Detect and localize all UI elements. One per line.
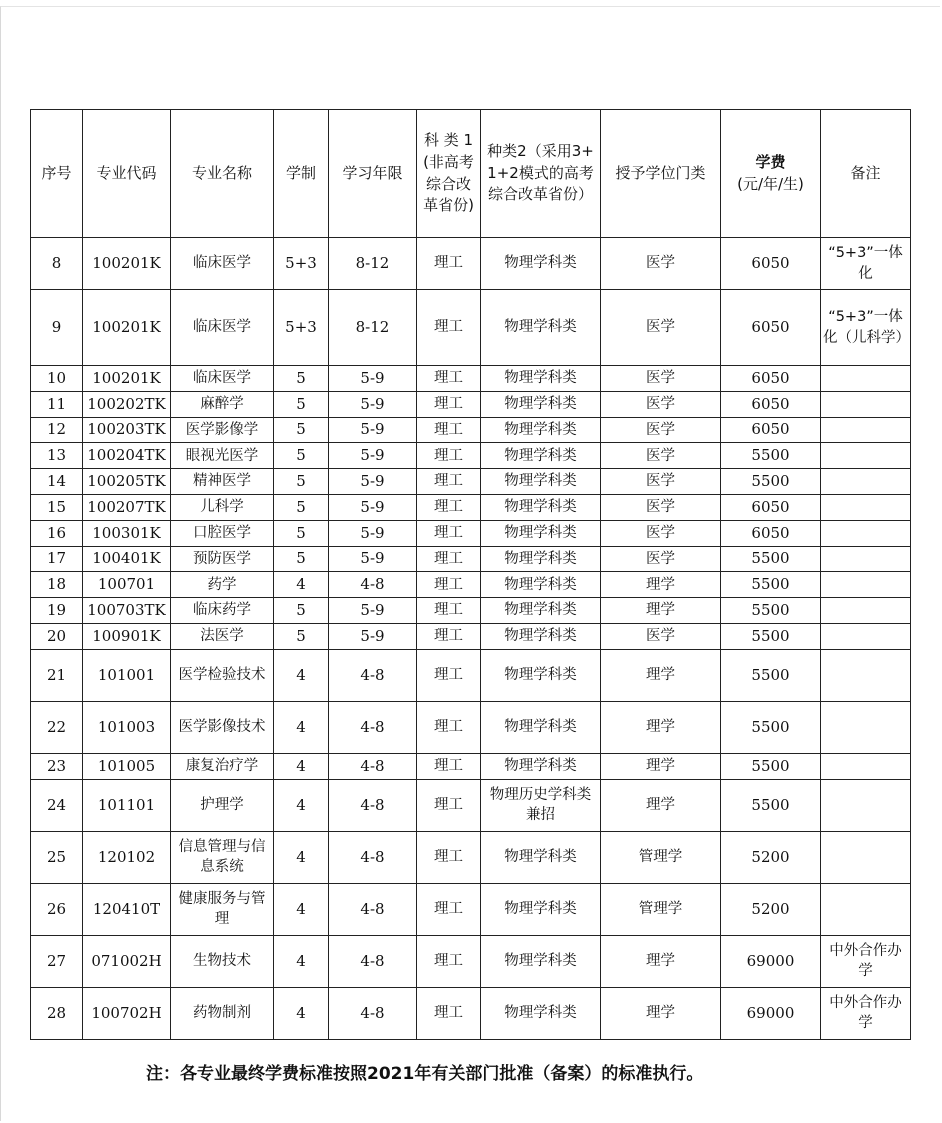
- cell-fee: 6050: [721, 238, 821, 290]
- cell-degree: 理学: [601, 935, 721, 987]
- cell-system: 4: [274, 753, 329, 779]
- table-row: [31, 572, 911, 598]
- table-row: [31, 546, 911, 572]
- tuition-table: [30, 109, 911, 1040]
- header-code: 专业代码: [83, 110, 171, 238]
- cell-degree: 医学: [601, 417, 721, 443]
- cell-remark: [821, 598, 911, 624]
- cell-code: 101005: [83, 753, 171, 779]
- cell-code: 100702H: [83, 987, 171, 1039]
- table-row: [31, 598, 911, 624]
- cell-seq: 9: [31, 290, 83, 366]
- cell-fee: 5500: [721, 623, 821, 649]
- cell-remark: [821, 443, 911, 469]
- cell-code: 120102: [83, 831, 171, 883]
- cell-code: 100207TK: [83, 494, 171, 520]
- cell-type2: 物理学科类: [481, 469, 601, 495]
- cell-name: 医学影像技术: [171, 701, 274, 753]
- cell-years: 5-9: [329, 494, 417, 520]
- cell-name: 临床医学: [171, 290, 274, 366]
- cell-type1: 理工: [417, 417, 481, 443]
- cell-years: 8-12: [329, 290, 417, 366]
- cell-code: 100201K: [83, 366, 171, 392]
- table-row: [31, 469, 911, 495]
- cell-remark: “5+3”一体化: [821, 238, 911, 290]
- cell-type1: 理工: [417, 366, 481, 392]
- cell-code: 100701: [83, 572, 171, 598]
- cell-type2: 物理学科类: [481, 391, 601, 417]
- cell-remark: [821, 469, 911, 495]
- table-row: [31, 290, 911, 366]
- cell-degree: 医学: [601, 443, 721, 469]
- cell-degree: 医学: [601, 623, 721, 649]
- cell-seq: 24: [31, 779, 83, 831]
- cell-degree: 理学: [601, 572, 721, 598]
- cell-name: 儿科学: [171, 494, 274, 520]
- cell-name: 药学: [171, 572, 274, 598]
- cell-years: 4-8: [329, 779, 417, 831]
- cell-degree: 管理学: [601, 883, 721, 935]
- cell-type2: 物理学科类: [481, 238, 601, 290]
- cell-name: 医学影像学: [171, 417, 274, 443]
- cell-system: 4: [274, 831, 329, 883]
- cell-fee: 5500: [721, 779, 821, 831]
- cell-degree: 理学: [601, 779, 721, 831]
- cell-years: 5-9: [329, 417, 417, 443]
- cell-years: 5-9: [329, 366, 417, 392]
- cell-code: 100202TK: [83, 391, 171, 417]
- cell-system: 4: [274, 572, 329, 598]
- cell-type2: 物理学科类: [481, 520, 601, 546]
- cell-degree: 医学: [601, 494, 721, 520]
- cell-system: 5: [274, 598, 329, 624]
- cell-years: 4-8: [329, 987, 417, 1039]
- cell-name: 临床医学: [171, 366, 274, 392]
- cell-seq: 15: [31, 494, 83, 520]
- cell-code: 101003: [83, 701, 171, 753]
- cell-type1: 理工: [417, 779, 481, 831]
- cell-seq: 23: [31, 753, 83, 779]
- cell-fee: 5500: [721, 469, 821, 495]
- cell-name: 临床医学: [171, 238, 274, 290]
- table-row: [31, 831, 911, 883]
- cell-degree: 医学: [601, 469, 721, 495]
- cell-system: 5: [274, 520, 329, 546]
- cell-type1: 理工: [417, 831, 481, 883]
- cell-code: 100203TK: [83, 417, 171, 443]
- cell-degree: 医学: [601, 520, 721, 546]
- cell-degree: 理学: [601, 701, 721, 753]
- cell-type2: 物理学科类: [481, 701, 601, 753]
- cell-system: 4: [274, 779, 329, 831]
- cell-name: 健康服务与管理: [171, 883, 274, 935]
- cell-seq: 11: [31, 391, 83, 417]
- cell-type1: 理工: [417, 935, 481, 987]
- cell-system: 4: [274, 883, 329, 935]
- header-fee: [721, 110, 821, 238]
- cell-remark: [821, 753, 911, 779]
- cell-system: 4: [274, 987, 329, 1039]
- cell-type1: 理工: [417, 443, 481, 469]
- table-row: [31, 701, 911, 753]
- cell-type1: 理工: [417, 494, 481, 520]
- header-fee-unit: (元/年/生): [737, 174, 804, 193]
- cell-years: 5-9: [329, 546, 417, 572]
- cell-name: 医学检验技术: [171, 649, 274, 701]
- cell-remark: [821, 417, 911, 443]
- cell-type1: 理工: [417, 391, 481, 417]
- cell-degree: 理学: [601, 753, 721, 779]
- cell-system: 5: [274, 623, 329, 649]
- cell-years: 5-9: [329, 469, 417, 495]
- header-type1: 科 类 1(非高考综合改革省份): [417, 110, 481, 238]
- cell-remark: [821, 520, 911, 546]
- cell-fee: 5500: [721, 753, 821, 779]
- cell-years: 4-8: [329, 572, 417, 598]
- cell-system: 5: [274, 443, 329, 469]
- table-row: [31, 935, 911, 987]
- cell-degree: 医学: [601, 366, 721, 392]
- cell-degree: 理学: [601, 987, 721, 1039]
- cell-degree: 医学: [601, 290, 721, 366]
- cell-name: 口腔医学: [171, 520, 274, 546]
- cell-type2: 物理学科类: [481, 649, 601, 701]
- cell-type2: 物理学科类: [481, 935, 601, 987]
- cell-code: 100201K: [83, 238, 171, 290]
- cell-fee: 5500: [721, 572, 821, 598]
- cell-remark: [821, 572, 911, 598]
- cell-code: 120410T: [83, 883, 171, 935]
- cell-type2: 物理学科类: [481, 883, 601, 935]
- cell-remark: [821, 649, 911, 701]
- table-row: [31, 443, 911, 469]
- cell-name: 康复治疗学: [171, 753, 274, 779]
- table-row: [31, 883, 911, 935]
- cell-system: 4: [274, 649, 329, 701]
- cell-type2: 物理学科类: [481, 546, 601, 572]
- cell-type1: 理工: [417, 649, 481, 701]
- cell-fee: 69000: [721, 935, 821, 987]
- cell-code: 100401K: [83, 546, 171, 572]
- table-row: [31, 987, 911, 1039]
- cell-years: 4-8: [329, 649, 417, 701]
- table-row: [31, 238, 911, 290]
- table-row: [31, 753, 911, 779]
- cell-type2: 物理学科类: [481, 623, 601, 649]
- cell-fee: 5500: [721, 443, 821, 469]
- cell-seq: 22: [31, 701, 83, 753]
- cell-system: 5: [274, 417, 329, 443]
- cell-fee: 5500: [721, 649, 821, 701]
- cell-system: 5+3: [274, 290, 329, 366]
- cell-fee: 5500: [721, 546, 821, 572]
- cell-years: 8-12: [329, 238, 417, 290]
- cell-degree: 管理学: [601, 831, 721, 883]
- cell-code: 100205TK: [83, 469, 171, 495]
- cell-remark: [821, 701, 911, 753]
- cell-system: 5: [274, 366, 329, 392]
- cell-remark: [821, 779, 911, 831]
- cell-fee: 6050: [721, 520, 821, 546]
- cell-seq: 26: [31, 883, 83, 935]
- cell-seq: 12: [31, 417, 83, 443]
- cell-seq: 16: [31, 520, 83, 546]
- table-row: [31, 649, 911, 701]
- cell-code: 100201K: [83, 290, 171, 366]
- header-system: 学制: [274, 110, 329, 238]
- cell-degree: 医学: [601, 546, 721, 572]
- cell-fee: 6050: [721, 494, 821, 520]
- cell-seq: 13: [31, 443, 83, 469]
- cell-name: 护理学: [171, 779, 274, 831]
- cell-type1: 理工: [417, 987, 481, 1039]
- cell-type1: 理工: [417, 572, 481, 598]
- cell-code: 100901K: [83, 623, 171, 649]
- cell-type1: 理工: [417, 623, 481, 649]
- cell-remark: [821, 366, 911, 392]
- cell-degree: 理学: [601, 649, 721, 701]
- cell-type2: 物理学科类: [481, 753, 601, 779]
- cell-fee: 6050: [721, 391, 821, 417]
- table-row: [31, 417, 911, 443]
- cell-type1: 理工: [417, 701, 481, 753]
- cell-type2: 物理学科类: [481, 598, 601, 624]
- cell-type1: 理工: [417, 238, 481, 290]
- cell-fee: 69000: [721, 987, 821, 1039]
- cell-degree: 理学: [601, 598, 721, 624]
- cell-code: 101001: [83, 649, 171, 701]
- cell-name: 药物制剂: [171, 987, 274, 1039]
- cell-seq: 19: [31, 598, 83, 624]
- cell-type2: 物理学科类: [481, 417, 601, 443]
- cell-fee: 5500: [721, 598, 821, 624]
- cell-seq: 17: [31, 546, 83, 572]
- cell-fee: 5500: [721, 701, 821, 753]
- cell-fee: 6050: [721, 290, 821, 366]
- cell-remark: “5+3”一体化（儿科学）: [821, 290, 911, 366]
- cell-system: 4: [274, 701, 329, 753]
- cell-system: 5: [274, 494, 329, 520]
- cell-seq: 14: [31, 469, 83, 495]
- cell-fee: 5200: [721, 883, 821, 935]
- cell-seq: 8: [31, 238, 83, 290]
- cell-fee: 6050: [721, 366, 821, 392]
- table-row: [31, 520, 911, 546]
- table-row: [31, 366, 911, 392]
- cell-type1: 理工: [417, 290, 481, 366]
- cell-seq: 21: [31, 649, 83, 701]
- cell-seq: 27: [31, 935, 83, 987]
- cell-type1: 理工: [417, 598, 481, 624]
- cell-type2: 物理学科类: [481, 443, 601, 469]
- cell-years: 4-8: [329, 701, 417, 753]
- cell-years: 5-9: [329, 443, 417, 469]
- cell-seq: 18: [31, 572, 83, 598]
- cell-seq: 28: [31, 987, 83, 1039]
- cell-system: 5: [274, 391, 329, 417]
- cell-type2: 物理学科类: [481, 290, 601, 366]
- cell-remark: [821, 883, 911, 935]
- cell-remark: [821, 546, 911, 572]
- cell-remark: [821, 831, 911, 883]
- cell-years: 4-8: [329, 831, 417, 883]
- cell-name: 精神医学: [171, 469, 274, 495]
- cell-type2: 物理学科类: [481, 831, 601, 883]
- cell-name: 信息管理与信息系统: [171, 831, 274, 883]
- cell-type2: 物理学科类: [481, 494, 601, 520]
- cell-type1: 理工: [417, 546, 481, 572]
- table-body: [31, 238, 911, 1040]
- cell-system: 5: [274, 546, 329, 572]
- cell-type1: 理工: [417, 883, 481, 935]
- cell-name: 法医学: [171, 623, 274, 649]
- cell-years: 5-9: [329, 623, 417, 649]
- table-row: [31, 779, 911, 831]
- cell-years: 4-8: [329, 935, 417, 987]
- cell-years: 4-8: [329, 883, 417, 935]
- cell-name: 眼视光医学: [171, 443, 274, 469]
- cell-fee: 5200: [721, 831, 821, 883]
- cell-system: 4: [274, 935, 329, 987]
- cell-code: 100301K: [83, 520, 171, 546]
- table-row: [31, 623, 911, 649]
- cell-remark: 中外合作办学: [821, 987, 911, 1039]
- cell-code: 071002H: [83, 935, 171, 987]
- cell-remark: [821, 494, 911, 520]
- cell-type1: 理工: [417, 753, 481, 779]
- cell-years: 5-9: [329, 391, 417, 417]
- cell-type1: 理工: [417, 520, 481, 546]
- cell-code: 101101: [83, 779, 171, 831]
- header-remark: 备注: [821, 110, 911, 238]
- cell-years: 4-8: [329, 753, 417, 779]
- cell-seq: 10: [31, 366, 83, 392]
- cell-seq: 25: [31, 831, 83, 883]
- cell-name: 预防医学: [171, 546, 274, 572]
- header-fee-title: 学费: [755, 152, 786, 171]
- header-degree: 授予学位门类: [601, 110, 721, 238]
- cell-years: 5-9: [329, 520, 417, 546]
- cell-fee: 6050: [721, 417, 821, 443]
- header-type2: 种类2（采用3+1+2模式的高考综合改革省份）: [481, 110, 601, 238]
- cell-type1: 理工: [417, 469, 481, 495]
- cell-code: 100204TK: [83, 443, 171, 469]
- cell-name: 临床药学: [171, 598, 274, 624]
- cell-degree: 医学: [601, 391, 721, 417]
- cell-seq: 20: [31, 623, 83, 649]
- cell-degree: 医学: [601, 238, 721, 290]
- cell-remark: [821, 391, 911, 417]
- cell-type2: 物理学科类: [481, 987, 601, 1039]
- cell-type2: 物理学科类: [481, 366, 601, 392]
- cell-type2: 物理历史学科类兼招: [481, 779, 601, 831]
- cell-type2: 物理学科类: [481, 572, 601, 598]
- header-name: 专业名称: [171, 110, 274, 238]
- header-years: 学习年限: [329, 110, 417, 238]
- cell-name: 麻醉学: [171, 391, 274, 417]
- cell-name: 生物技术: [171, 935, 274, 987]
- table-header-row: [31, 110, 911, 238]
- table-row: [31, 494, 911, 520]
- header-seq: 序号: [31, 110, 83, 238]
- footnote: 注：各专业最终学费标准按照2021年有关部门批准（备案）的标准执行。: [146, 1064, 704, 1084]
- cell-remark: 中外合作办学: [821, 935, 911, 987]
- cell-system: 5+3: [274, 238, 329, 290]
- cell-code: 100703TK: [83, 598, 171, 624]
- table-row: [31, 391, 911, 417]
- cell-system: 5: [274, 469, 329, 495]
- cell-remark: [821, 623, 911, 649]
- cell-years: 5-9: [329, 598, 417, 624]
